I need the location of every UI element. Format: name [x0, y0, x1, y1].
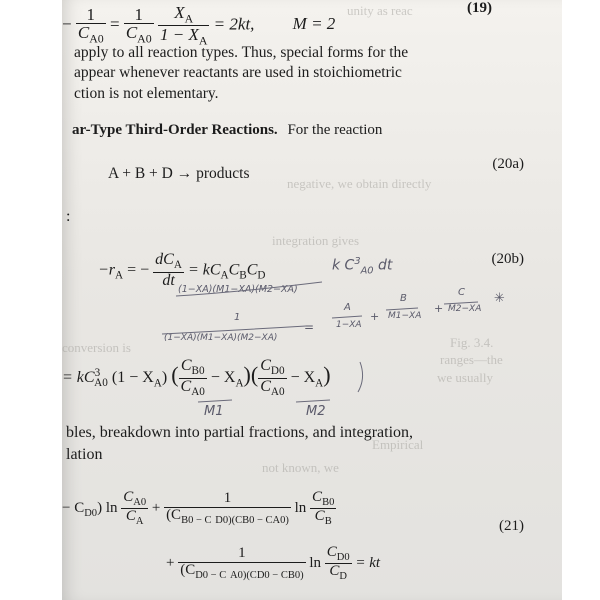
equation-number-21: (21) [499, 518, 524, 534]
bleed-text: ranges—the [440, 352, 503, 367]
bleed-text: unity as reac [347, 3, 413, 18]
fraction: $\frac{C_{B0}}{C_{A0}}$ [180, 357, 205, 399]
expansion-equation: = $kC^3_{A0}$ $(1 - X_A)$ ( $\frac{C_{B0}}{C_{A0}}$ − $X_A$)( $\frac{C_{D0}}{C_{A0}}$ − $X_A$) [62, 357, 331, 399]
paragraph-line: lation [66, 446, 103, 463]
equation-number-20a: (20a) [492, 156, 524, 172]
fraction: $\frac{C_{A0}}{C_A}$ [123, 489, 147, 528]
handwritten-note: (1−XA)(M1−XA)(M2−XA) [164, 333, 278, 343]
fraction: $\frac{C_{D0}}{C_{A0}}$ [260, 357, 285, 399]
fraction: $\frac{X_A}{1 - X_A}$ [159, 3, 208, 48]
m-value: M = 2 [292, 14, 336, 34]
handwritten-note: + [370, 310, 380, 323]
equation-number-19: (19) [467, 0, 492, 16]
bleed-text: integration gives [272, 233, 360, 248]
eq-fragment: : [66, 208, 71, 225]
handwritten-note: = [304, 320, 315, 334]
paragraph-line: ction is not elementary. [74, 85, 219, 102]
handwritten-note: (1−XA)(M1−XA)(M2−XA) [178, 284, 298, 295]
bleed-text: conversion is [62, 340, 131, 355]
handwritten-note: C [458, 287, 465, 298]
fraction: $\frac{1}{C_{A0}}$ [77, 4, 104, 46]
fraction: $\frac{1}{(C_{B0 - C} _{D0)(CB0 - CA0)}}$ [166, 490, 289, 526]
equation-20b: $-r_A$ = − $\frac{dC_A}{dt}$ = $kC_AC_BC_D$ [98, 251, 266, 289]
handwritten-note: M1−XA [388, 311, 422, 321]
bleed-text: Empirical [372, 437, 424, 452]
paragraph-line: apply to all reaction types. Thus, special forms for the [74, 44, 409, 61]
paragraph-line: appear whenever reactants are used in stoichiometric [74, 64, 402, 81]
fraction: $\frac{dC_A}{dt}$ [155, 251, 182, 289]
handwritten-note: M2−XA [448, 304, 482, 314]
equation-19: − $\frac{1}{C_{A0}}$ = $\frac{1}{C_{A0}}$ $\frac{X_A}{1 - X_A}$ = 2kt, M = 2 [62, 3, 336, 48]
handwritten-note: B [400, 293, 407, 304]
bleed-text: we usually [437, 370, 493, 385]
fraction: $\frac{C_{B0}}{C_B}$ [312, 489, 335, 528]
fraction: $\frac{1}{C_{A0}}$ [125, 4, 152, 46]
fraction: $\frac{C_{D0}}{C_D}$ [326, 544, 350, 583]
eq-fragment: − [62, 14, 72, 34]
handwritten-note: A [344, 302, 351, 313]
textbook-page [62, 0, 562, 600]
handwritten-note: M2 [306, 404, 326, 419]
handwritten-note: M1 [204, 404, 224, 419]
handwritten-note: 1 [234, 312, 241, 323]
star-mark-icon: ✳ [494, 291, 505, 306]
equation-20a: A + B + D → products [108, 165, 250, 182]
section-heading: ar-Type Third-Order Reactions. For the reaction [72, 122, 383, 138]
equation-21-line2: + $\frac{1}{(C_{D0 - C} _{A0)(CD0 - CB0)}}$ ln $\frac{C_{D0}}{C_D}$ = kt [166, 544, 381, 583]
bleed-text: Fig. 3.4. [450, 335, 494, 350]
handwritten-note: k $C^3_{A0}$ dt [332, 256, 393, 277]
handwritten-note: 1−XA [336, 320, 362, 330]
bleed-text: not known, we [262, 460, 339, 475]
paragraph-line: bles, breakdown into partial fractions, and integration, [66, 424, 414, 441]
handwritten-note: + [434, 302, 444, 315]
bleed-text: negative, we obtain directly [287, 176, 432, 191]
equation-number-20b: (20b) [491, 251, 524, 267]
equation-21-line1: − $C_{D0}$) ln $\frac{C_{A0}}{C_A}$ + $\frac{1}{(C_{B0 - C} _{D0)(CB0 - CA0)}}$ ln $\frac{C_{B0}}{C_B}$ [62, 489, 335, 528]
fraction: $\frac{1}{(C_{D0 - C} _{A0)(CD0 - CB0)}}$ [180, 545, 304, 581]
